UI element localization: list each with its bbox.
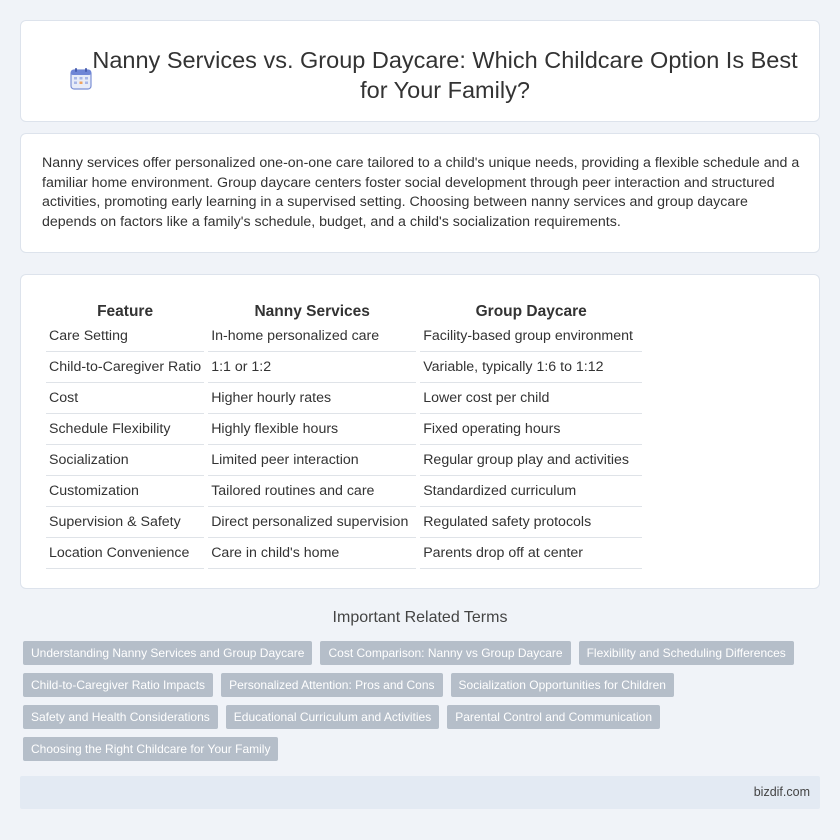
feature-cell: Location Convenience xyxy=(46,538,204,569)
header-feature: Feature xyxy=(97,303,154,320)
related-term-tag[interactable]: Choosing the Right Childcare for Your Family xyxy=(23,737,278,761)
related-terms-heading: Important Related Terms xyxy=(332,609,508,626)
related-term-tag[interactable]: Safety and Health Considerations xyxy=(23,705,218,729)
site-link[interactable]: bizdif.com xyxy=(753,785,810,799)
nanny-cell: In-home personalized care xyxy=(208,321,416,352)
feature-cell: Supervision & Safety xyxy=(46,507,204,538)
feature-cell: Child-to-Caregiver Ratio xyxy=(46,352,204,383)
related-terms-list xyxy=(23,641,803,761)
feature-cell: Cost xyxy=(46,383,204,414)
page-title: Nanny Services vs. Group Daycare: Which Childcare Option Is Best for Your Family? xyxy=(92,47,798,103)
daycare-cell: Standardized curriculum xyxy=(420,476,642,507)
related-term-tag[interactable]: Parental Control and Communication xyxy=(447,705,660,729)
daycare-cell: Parents drop off at center xyxy=(420,538,642,569)
daycare-cell: Fixed operating hours xyxy=(420,414,642,445)
header-card xyxy=(20,20,820,122)
nanny-cell: 1:1 or 1:2 xyxy=(208,352,416,383)
nanny-cell: Tailored routines and care xyxy=(208,476,416,507)
related-term-tag[interactable]: Personalized Attention: Pros and Cons xyxy=(221,673,442,697)
daycare-cell: Facility-based group environment xyxy=(420,321,642,352)
table-row xyxy=(46,445,642,476)
header-nanny-services: Nanny Services xyxy=(254,303,370,320)
daycare-cell: Lower cost per child xyxy=(420,383,642,414)
table-header-row xyxy=(46,295,642,321)
table-row xyxy=(46,538,642,569)
daycare-cell: Regular group play and activities xyxy=(420,445,642,476)
nanny-cell: Higher hourly rates xyxy=(208,383,416,414)
table-row xyxy=(46,383,642,414)
nanny-cell: Highly flexible hours xyxy=(208,414,416,445)
nanny-cell: Care in child's home xyxy=(208,538,416,569)
footer xyxy=(20,776,820,809)
comparison-card xyxy=(20,274,820,589)
intro-card xyxy=(20,133,820,253)
feature-cell: Customization xyxy=(46,476,204,507)
table-row xyxy=(46,414,642,445)
feature-cell: Care Setting xyxy=(46,321,204,352)
comparison-table xyxy=(42,295,646,569)
table-row xyxy=(46,352,642,383)
related-term-tag[interactable]: Understanding Nanny Services and Group Daycare xyxy=(23,641,312,665)
related-term-tag[interactable]: Flexibility and Scheduling Differences xyxy=(579,641,794,665)
related-term-tag[interactable]: Educational Curriculum and Activities xyxy=(226,705,439,729)
table-row xyxy=(46,507,642,538)
nanny-cell: Direct personalized supervision xyxy=(208,507,416,538)
feature-cell: Schedule Flexibility xyxy=(46,414,204,445)
feature-cell: Socialization xyxy=(46,445,204,476)
table-row xyxy=(46,321,642,352)
daycare-cell: Variable, typically 1:6 to 1:12 xyxy=(420,352,642,383)
header-group-daycare: Group Daycare xyxy=(475,303,587,320)
nanny-cell: Limited peer interaction xyxy=(208,445,416,476)
table-row xyxy=(46,476,642,507)
related-term-tag[interactable]: Cost Comparison: Nanny vs Group Daycare xyxy=(320,641,570,665)
related-term-tag[interactable]: Socialization Opportunities for Children xyxy=(451,673,674,697)
daycare-cell: Regulated safety protocols xyxy=(420,507,642,538)
intro-text: Nanny services offer personalized one-on-one care tailored to a child's unique needs, providing a flexible schedule and a familiar home environment. Group daycare centers foster social development through peer interaction and structured activities, promoting early learning in a supervised setting. Choosing between nanny services and group daycare depends on factors like a family's schedule, budget, and a child's socialization requirements. xyxy=(42,155,800,230)
related-term-tag[interactable]: Child-to-Caregiver Ratio Impacts xyxy=(23,673,213,697)
